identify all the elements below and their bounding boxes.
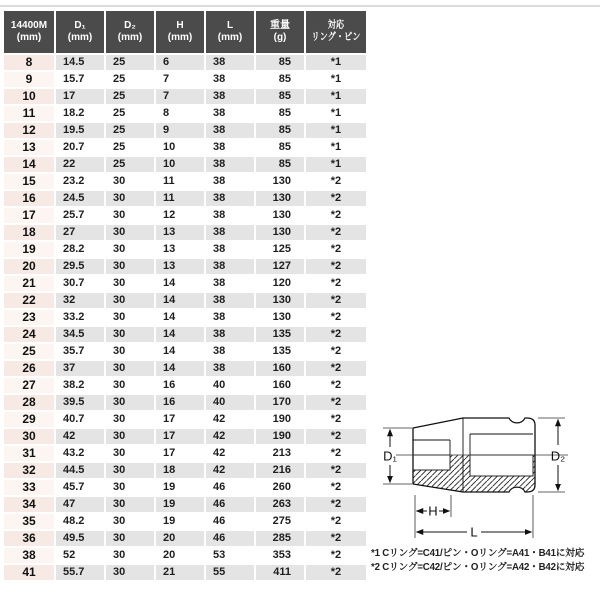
value-cell: 29.5 [56,259,104,274]
value-cell: 160 [256,361,304,376]
value-cell: *2 [306,293,366,308]
table-row [4,89,366,104]
value-cell: 21 [156,565,204,580]
value-cell: 7 [156,89,204,104]
value-cell: 37 [56,361,104,376]
value-cell: 120 [256,276,304,291]
size-cell: 28 [4,395,54,410]
value-cell: 30.7 [56,276,104,291]
size-cell: 9 [4,72,54,87]
dim-label-d1: D₁ [383,448,397,464]
table-row [4,395,366,410]
value-cell: 42 [206,412,254,427]
value-cell: 24.5 [56,191,104,206]
value-cell: *1 [306,72,366,87]
size-cell: 14 [4,157,54,172]
value-cell: 42 [206,463,254,478]
value-cell: 260 [256,480,304,495]
value-cell: 25 [106,106,154,121]
value-cell: 18.2 [56,106,104,121]
value-cell: 30 [106,310,154,325]
value-cell: 16 [156,378,204,393]
value-cell: 30 [106,412,154,427]
value-cell: 85 [256,140,304,155]
value-cell: 19 [156,480,204,495]
table-row [4,548,366,563]
value-cell: 46 [206,514,254,529]
value-cell: 20 [156,531,204,546]
value-cell: 25 [106,123,154,138]
value-cell: *1 [306,89,366,104]
value-cell: 30 [106,514,154,529]
value-cell: 13 [156,259,204,274]
value-cell: 216 [256,463,304,478]
value-cell: 19 [156,497,204,512]
table-row [4,140,366,155]
value-cell: 125 [256,242,304,257]
footnote-ring-2: *2 Cリング=C42/ピン・Oリング=A42・B42に対応 [371,561,585,573]
value-cell: 18 [156,463,204,478]
column-header-2: D₂ (mm) [106,11,154,53]
value-cell: *2 [306,412,366,427]
value-cell: *2 [306,446,366,461]
table-row [4,463,366,478]
dim-label-h: H [428,503,438,519]
value-cell: 38 [206,293,254,308]
socket-bore-cavity [413,455,450,470]
value-cell: *2 [306,378,366,393]
value-cell: 130 [256,293,304,308]
value-cell: 170 [256,395,304,410]
value-cell: 42 [206,429,254,444]
value-cell: *2 [306,395,366,410]
value-cell: *2 [306,497,366,512]
value-cell: 127 [256,259,304,274]
size-cell: 27 [4,378,54,393]
value-cell: 130 [256,225,304,240]
value-cell: 17 [156,412,204,427]
value-cell: 10 [156,157,204,172]
value-cell: 213 [256,446,304,461]
value-cell: 17 [56,89,104,104]
value-cell: 42 [56,429,104,444]
value-cell: 15.7 [56,72,104,87]
value-cell: 14 [156,361,204,376]
dim-label-d2: D₂ [550,448,566,464]
value-cell: *2 [306,310,366,325]
table-row [4,225,366,240]
value-cell: 38 [206,72,254,87]
size-cell: 32 [4,463,54,478]
value-cell: 38 [206,191,254,206]
value-cell: 28.2 [56,242,104,257]
value-cell: 34.5 [56,327,104,342]
value-cell: 38 [206,310,254,325]
value-cell: *1 [306,106,366,121]
value-cell: 25 [106,140,154,155]
value-cell: 14 [156,327,204,342]
size-cell: 41 [4,565,54,580]
value-cell: 411 [256,565,304,580]
value-cell: 14 [156,310,204,325]
page-divider-line [0,5,600,7]
value-cell: 14 [156,276,204,291]
table-row [4,412,366,427]
column-header-3: H (mm) [156,11,204,53]
table-row [4,497,366,512]
size-cell: 8 [4,55,54,70]
table-row [4,259,366,274]
value-cell: 12 [156,208,204,223]
value-cell: *2 [306,565,366,580]
table-row [4,242,366,257]
value-cell: 160 [256,378,304,393]
value-cell: 46 [206,531,254,546]
value-cell: 30 [106,480,154,495]
value-cell: 11 [156,174,204,189]
value-cell: 49.5 [56,531,104,546]
value-cell: 13 [156,242,204,257]
size-cell: 31 [4,446,54,461]
value-cell: 32 [56,293,104,308]
value-cell: *2 [306,191,366,206]
value-cell: 22 [56,157,104,172]
spec-table-header [4,11,366,53]
table-row [4,327,366,342]
value-cell: 27 [56,225,104,240]
value-cell: *1 [306,55,366,70]
value-cell: 38 [206,208,254,223]
value-cell: 55.7 [56,565,104,580]
value-cell: 33.2 [56,310,104,325]
table-row [4,531,366,546]
table-row [4,361,366,376]
table-row [4,174,366,189]
size-cell: 21 [4,276,54,291]
value-cell: 85 [256,89,304,104]
value-cell: 20 [156,548,204,563]
column-header-4: L (mm) [206,11,254,53]
value-cell: 25 [106,157,154,172]
value-cell: *2 [306,548,366,563]
socket-drive-cavity [470,455,533,476]
size-cell: 22 [4,293,54,308]
value-cell: 38 [206,344,254,359]
value-cell: 40.7 [56,412,104,427]
value-cell: *2 [306,480,366,495]
value-cell: 14 [156,293,204,308]
value-cell: 38.2 [56,378,104,393]
value-cell: *2 [306,276,366,291]
size-cell: 29 [4,412,54,427]
table-row [4,276,366,291]
column-header-0: 14400M (mm) [4,11,54,53]
value-cell: 38 [206,174,254,189]
value-cell: 30 [106,429,154,444]
value-cell: 30 [106,497,154,512]
value-cell: 263 [256,497,304,512]
column-header-6: 対応 リング・ピン [306,11,366,53]
value-cell: 11 [156,191,204,206]
value-cell: 38 [206,106,254,121]
value-cell: 353 [256,548,304,563]
value-cell: 45.7 [56,480,104,495]
value-cell: 30 [106,565,154,580]
value-cell: 23.2 [56,174,104,189]
value-cell: 19.5 [56,123,104,138]
value-cell: *2 [306,242,366,257]
value-cell: 44.5 [56,463,104,478]
size-cell: 15 [4,174,54,189]
table-row [4,55,366,70]
size-cell: 11 [4,106,54,121]
value-cell: 52 [56,548,104,563]
value-cell: 130 [256,174,304,189]
table-row [4,293,366,308]
value-cell: 135 [256,327,304,342]
value-cell: *2 [306,463,366,478]
value-cell: 130 [256,208,304,223]
value-cell: 38 [206,242,254,257]
value-cell: 30 [106,259,154,274]
value-cell: 38 [206,89,254,104]
value-cell: 30 [106,276,154,291]
value-cell: *2 [306,344,366,359]
value-cell: 25 [106,55,154,70]
value-cell: 285 [256,531,304,546]
value-cell: 38 [206,140,254,155]
value-cell: 13 [156,225,204,240]
table-row [4,106,366,121]
size-cell: 36 [4,531,54,546]
size-cell: 23 [4,310,54,325]
value-cell: 43.2 [56,446,104,461]
size-cell: 34 [4,497,54,512]
value-cell: 48.2 [56,514,104,529]
value-cell: 30 [106,225,154,240]
value-cell: 30 [106,344,154,359]
value-cell: 35.7 [56,344,104,359]
value-cell: 85 [256,72,304,87]
size-cell: 26 [4,361,54,376]
value-cell: 38 [206,259,254,274]
size-cell: 33 [4,480,54,495]
value-cell: 38 [206,276,254,291]
value-cell: 130 [256,191,304,206]
value-cell: *1 [306,123,366,138]
value-cell: 8 [156,106,204,121]
size-cell: 17 [4,208,54,223]
value-cell: 30 [106,446,154,461]
value-cell: 30 [106,174,154,189]
value-cell: *2 [306,259,366,274]
value-cell: 30 [106,327,154,342]
value-cell: 30 [106,242,154,257]
value-cell: *2 [306,225,366,240]
value-cell: *2 [306,514,366,529]
value-cell: 14 [156,344,204,359]
table-row [4,72,366,87]
size-cell: 25 [4,344,54,359]
column-header-5: 重量 (g) [256,11,304,53]
table-row [4,310,366,325]
value-cell: 30 [106,548,154,563]
value-cell: 85 [256,55,304,70]
value-cell: 40 [206,395,254,410]
value-cell: 30 [106,378,154,393]
value-cell: 47 [56,497,104,512]
value-cell: 85 [256,157,304,172]
value-cell: 9 [156,123,204,138]
size-cell: 20 [4,259,54,274]
value-cell: 40 [206,378,254,393]
value-cell: 39.5 [56,395,104,410]
value-cell: 38 [206,361,254,376]
value-cell: 30 [106,395,154,410]
value-cell: *2 [306,174,366,189]
size-cell: 24 [4,327,54,342]
value-cell: 85 [256,123,304,138]
footnotes [371,547,599,574]
value-cell: 190 [256,412,304,427]
value-cell: 30 [106,293,154,308]
value-cell: *2 [306,208,366,223]
value-cell: 38 [206,327,254,342]
table-row [4,480,366,495]
value-cell: 25 [106,89,154,104]
value-cell: 20.7 [56,140,104,155]
value-cell: 85 [256,106,304,121]
value-cell: 7 [156,72,204,87]
value-cell: 38 [206,157,254,172]
value-cell: 130 [256,310,304,325]
value-cell: 38 [206,55,254,70]
socket-diagram [366,404,598,546]
value-cell: 30 [106,361,154,376]
size-cell: 35 [4,514,54,529]
value-cell: 275 [256,514,304,529]
value-cell: 55 [206,565,254,580]
footnote-ring-1: *1 Cリング=C41/ピン・Oリング=A41・B41に対応 [371,548,585,559]
value-cell: 42 [206,446,254,461]
spec-table [2,9,368,582]
value-cell: 38 [206,123,254,138]
column-header-1: D₁ (mm) [56,11,104,53]
value-cell: 30 [106,208,154,223]
value-cell: 17 [156,429,204,444]
value-cell: 30 [106,531,154,546]
value-cell: 46 [206,497,254,512]
size-cell: 19 [4,242,54,257]
size-cell: 38 [4,548,54,563]
value-cell: 46 [206,480,254,495]
value-cell: 14.5 [56,55,104,70]
value-cell: 30 [106,191,154,206]
value-cell: *1 [306,157,366,172]
table-row [4,378,366,393]
value-cell: 25 [106,72,154,87]
table-row [4,191,366,206]
value-cell: *2 [306,327,366,342]
table-row [4,446,366,461]
value-cell: 6 [156,55,204,70]
size-cell: 12 [4,123,54,138]
value-cell: *1 [306,140,366,155]
value-cell: 25.7 [56,208,104,223]
table-row [4,565,366,580]
size-cell: 18 [4,225,54,240]
value-cell: 10 [156,140,204,155]
size-cell: 13 [4,140,54,155]
table-row [4,344,366,359]
value-cell: *2 [306,429,366,444]
table-row [4,157,366,172]
value-cell: 190 [256,429,304,444]
value-cell: *2 [306,531,366,546]
table-row [4,514,366,529]
size-cell: 16 [4,191,54,206]
value-cell: 19 [156,514,204,529]
value-cell: 53 [206,548,254,563]
value-cell: 38 [206,225,254,240]
value-cell: 16 [156,395,204,410]
value-cell: 30 [106,463,154,478]
table-row [4,208,366,223]
value-cell: *2 [306,361,366,376]
value-cell: 17 [156,446,204,461]
size-cell: 30 [4,429,54,444]
table-row [4,429,366,444]
size-cell: 10 [4,89,54,104]
dim-label-l: L [470,524,478,540]
value-cell: 135 [256,344,304,359]
table-row [4,123,366,138]
